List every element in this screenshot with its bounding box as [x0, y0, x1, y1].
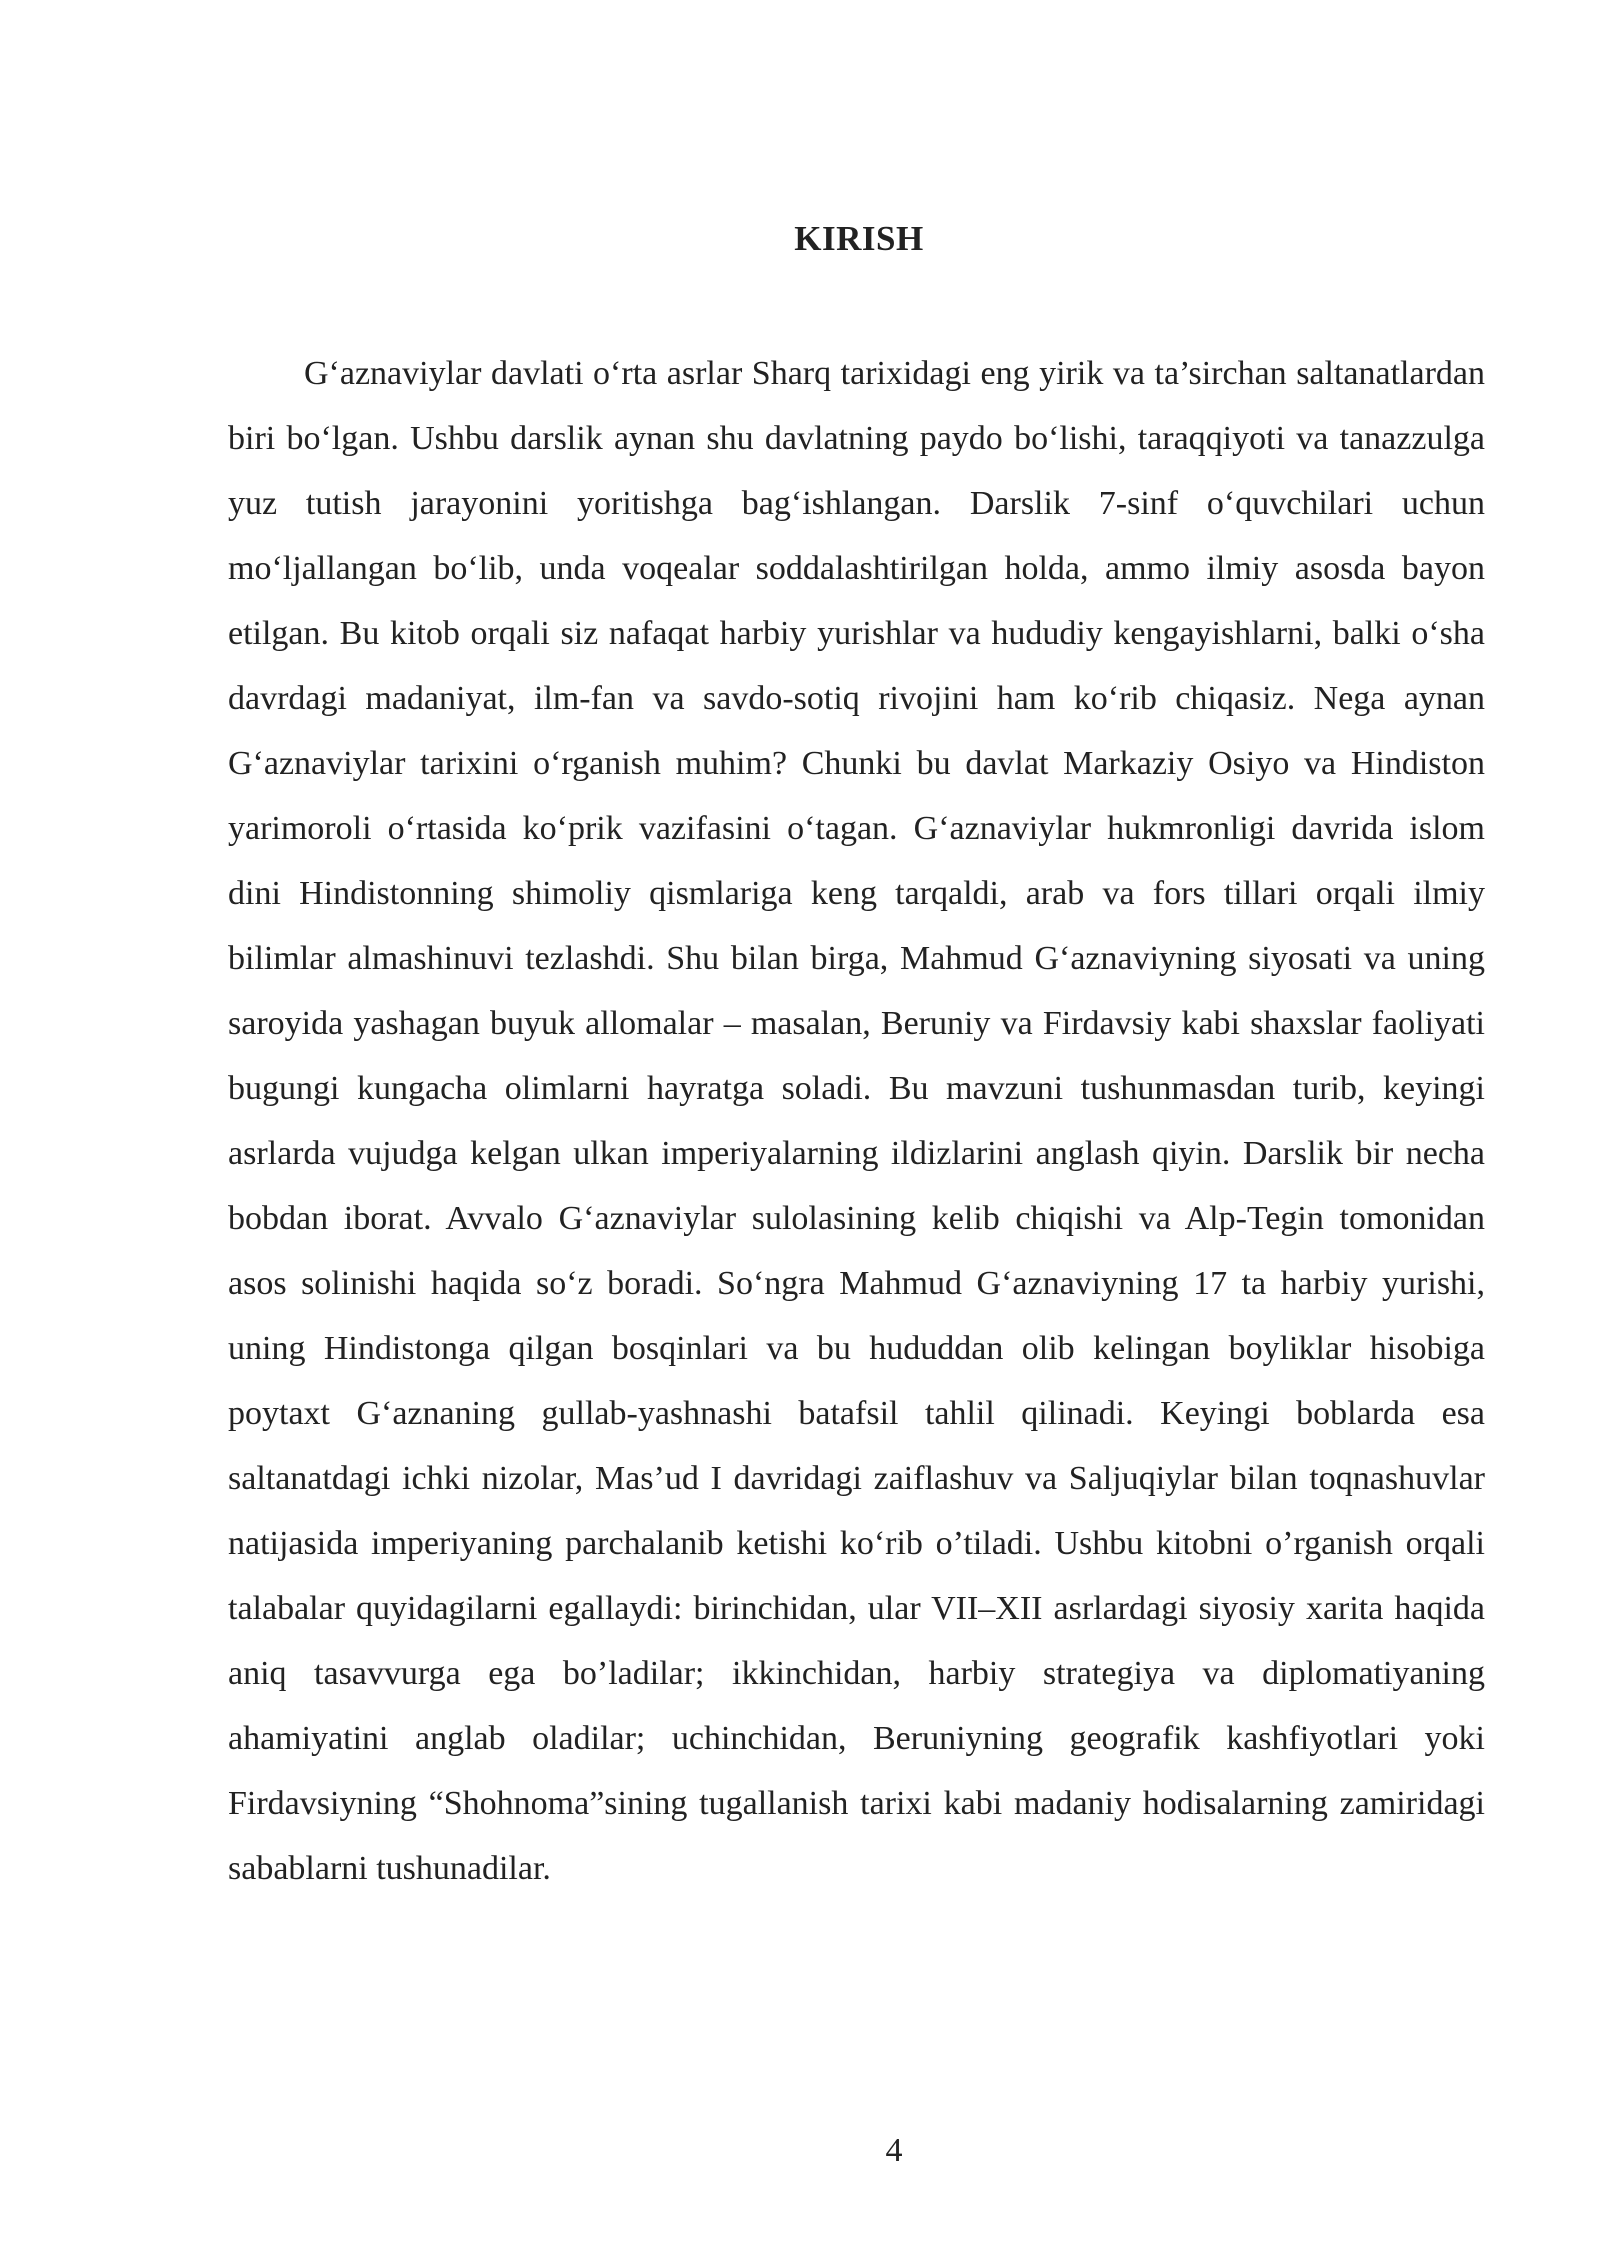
body-paragraph: G‘aznaviylar davlati o‘rta asrlar Sharq tarixidagi eng yirik va ta’sirchan saltanatlardan biri bo‘lgan. Ushbu darslik aynan shu davlatning paydo bo‘lishi, taraqqiyoti va tanazzulga yuz tutish jarayonini yoritishga bag‘ishlangan. Darslik 7-sinf o‘quvchilari uchun mo‘ljallangan bo‘lib, unda voqealar soddalashtirilgan holda, ammo ilmiy asosda bayon etilgan. Bu kitob orqali siz nafaqat harbiy yurishlar va hududiy kengayishlarni, balki o‘sha davrdagi madaniyat, ilm-fan va savdo-sotiq rivojini ham ko‘rib chiqasiz. Nega aynan G‘aznaviylar tarixini o‘rganish muhim? Chunki bu davlat Markaziy Osiyo va Hindiston yarimoroli o‘rtasida ko‘prik vazifasini o‘tagan. G‘aznaviylar hukmronligi davrida islom dini Hindistonning shimoliy qismlariga keng tarqaldi, arab va fors tillari orqali ilmiy bilimlar almashinuvi tezlashdi. Shu bilan birga, Mahmud G‘aznaviyning siyosati va uning saroyida yashagan buyuk allomalar – masalan, Beruniy va Firdavsiy kabi shaxslar faoliyati bugungi kungacha olimlarni hayratga soladi. Bu mavzuni tushunmasdan turib, keyingi asrlarda vujudga kelgan ulkan imperiyalarning ildizlarini anglash qiyin. Darslik bir necha bobdan iborat. Avvalo G‘aznaviylar sulolasining kelib chiqishi va Alp-Tegin tomonidan asos solinishi haqida so‘z boradi. So‘ngra Mahmud G‘aznaviyning 17 ta harbiy yurishi, uning Hindistonga qilgan bosqinlari va bu hududdan olib kelingan boyliklar hisobiga poytaxt G‘aznaning gullab-yashnashi batafsil tahlil qilinadi. Keyingi boblarda esa saltanatdagi ichki nizolar, Mas’ud I davridagi zaiflashuv va Saljuqiylar bilan toqnashuvlar natijasida imperiyaning parchalanib ketishi ko‘rib o’tiladi. Ushbu kitobni o’rganish orqali talabalar quyidagilarni egallaydi: birinchidan, ular VII–XII asrlardagi siyosiy xarita haqida aniq tasavvurga ega bo’ladilar; ikkinchidan, harbiy strategiya va diplomatiyaning ahamiyatini anglab oladilar; uchinchidan, Beruniyning geografik kashfiyotlari yoki Firdavsiyning “Shohnoma”sining tugallanish tarixi kabi madaniy hodisalarning zamiridagi sabablarni tushunadilar.: [228, 355, 1485, 1887]
page-title: KIRISH: [794, 219, 924, 258]
page-number: 4: [885, 2132, 903, 2169]
